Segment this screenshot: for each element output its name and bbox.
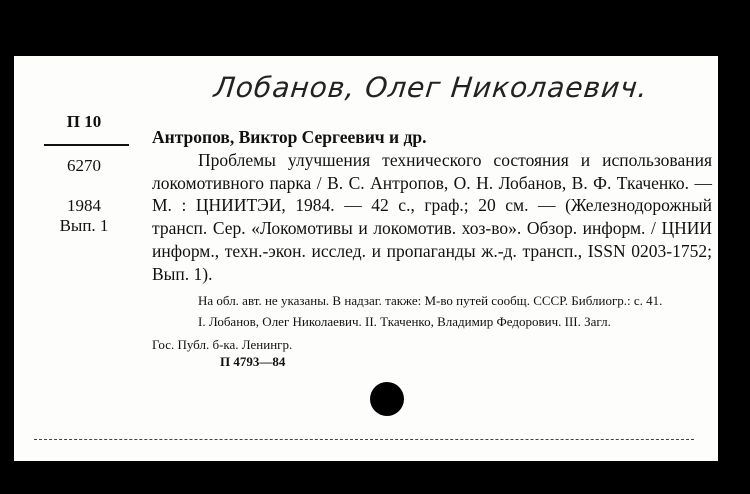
library-name: Гос. Публ. б-ка. Ленингр. <box>152 336 293 352</box>
print-code: П 4793—84 <box>220 353 286 369</box>
ink-blot <box>370 382 404 416</box>
handwritten-author: Лобанов, Олег Николаевич. <box>212 71 650 104</box>
divider <box>44 144 129 146</box>
catalog-card <box>14 56 718 461</box>
bibliographic-description: Проблемы улучшения технического состояния и использования локомотивного парка / В. С. Антропов, О. Н. Лобанов, В. Ф. Ткаченко. — М. : ЦНИИТЭИ, 1984. — 42 с., граф.; 20 см. — (Железнодорожный трансп. Сер. «Локомотивы и локомотив. хоз-во». Обзор. информ. / ЦНИИ информ., техн.-экон. исслед. и пропаганды ж.-д. трансп., ISSN 0203-1752; Вып. 1). <box>152 149 712 284</box>
card-body <box>152 126 712 371</box>
scan-border-top <box>0 0 750 30</box>
publication-year: 1984 <box>67 196 101 215</box>
note-line-1: На обл. авт. не указаны. В надзаг. также: М-во путей сообщ. СССР. Библиогр.: с. 41. <box>198 293 663 309</box>
volume-label: Вып. 1 <box>59 216 109 235</box>
shelf-mark: П 10 <box>66 112 102 131</box>
note-line-2: I. Лобанов, Олег Николаевич. II. Ткаченко, Владимир Федорович. III. Загл. <box>198 314 611 330</box>
card-notes <box>152 291 712 333</box>
card-author: Антропов, Виктор Сергеевич и др. <box>152 127 427 147</box>
accession-number: 6270 <box>67 156 101 175</box>
bottom-rule <box>34 439 694 440</box>
